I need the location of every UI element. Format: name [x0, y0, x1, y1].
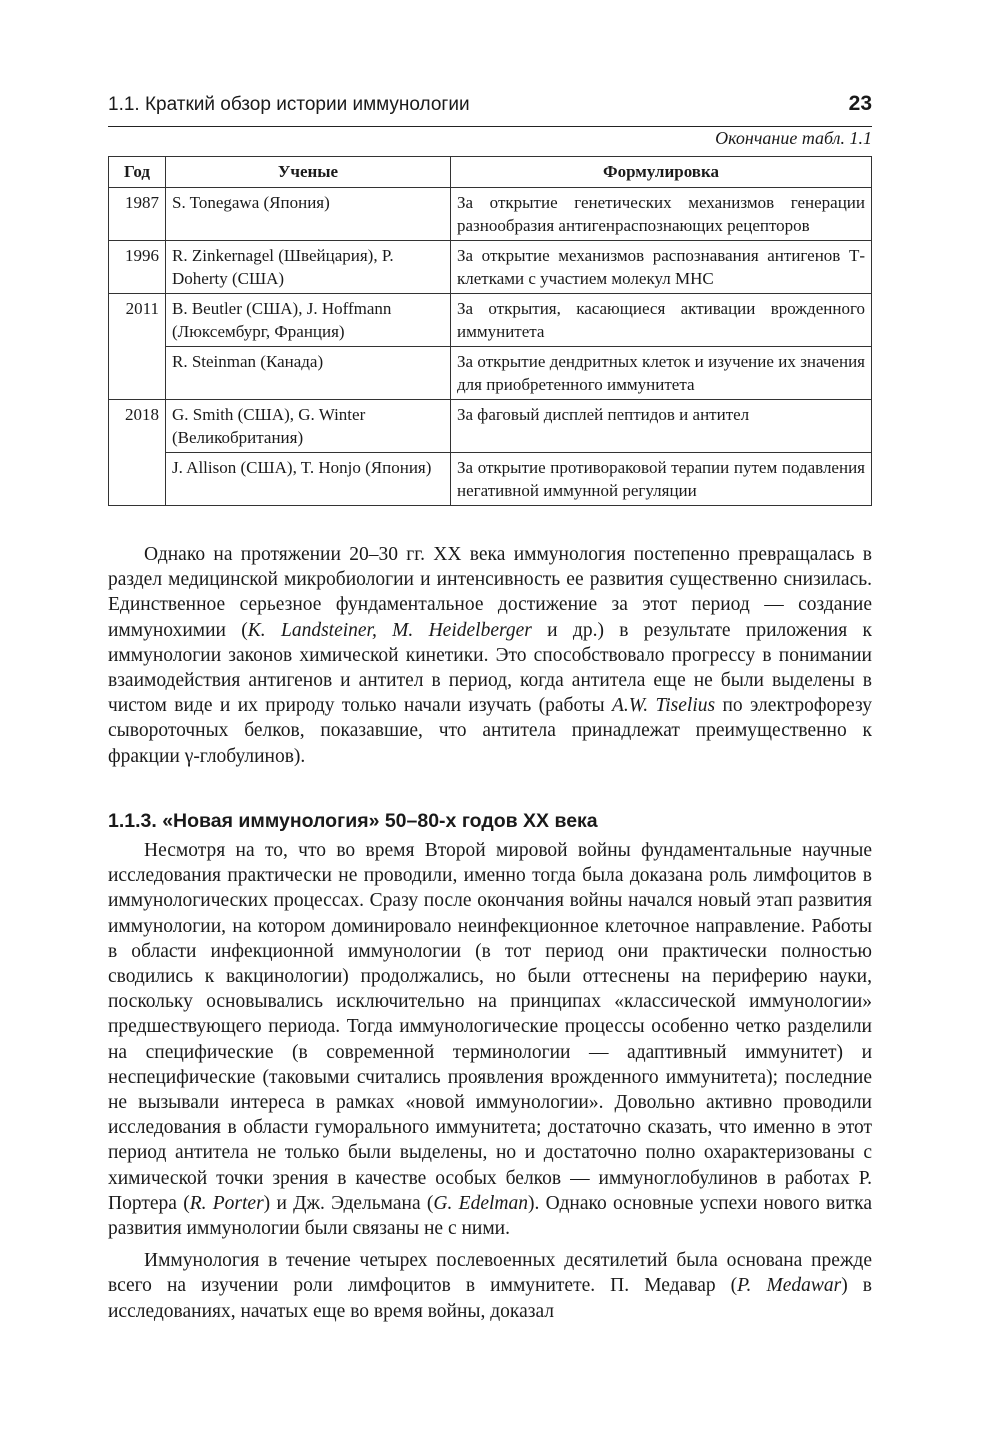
scientists-cell: G. Smith (США), G. Winter (Великобритания)	[166, 400, 451, 453]
scientists-cell: B. Beutler (США), J. Hoffmann (Люксембург, Франция)	[166, 294, 451, 347]
paragraph	[108, 838, 872, 1241]
scientists-cell: R. Zinkernagel (Швейцария), P. Doherty (США)	[166, 241, 451, 294]
table-row	[109, 241, 872, 294]
text-run: и др.) в результате приложения к иммунологии законов химической кинетики. Это способствовало прогрессу в понимании взаимодействия антигенов и антител в период, когда антитела еще не были выделены в чистом виде и их природу только начали изучать (работы	[108, 619, 872, 717]
text-run: ) в исследованиях, начатых еще во время войны, доказал	[108, 1275, 872, 1322]
scientists-cell: J. Allison (США), T. Honjo (Япония)	[166, 453, 451, 506]
formulation-cell: За открытия, касающиеся активации врожденного иммунитета	[451, 294, 872, 347]
column-header-scientists: Ученые	[166, 157, 451, 188]
year-cell: 2011	[109, 294, 166, 400]
chapter-title: 1.1. Краткий обзор истории иммунологии	[108, 94, 470, 115]
formulation-cell: За открытие механизмов распознавания антигенов Т-клетками с участием молекул МНС	[451, 241, 872, 294]
author-name: K. Landsteiner, M. Heidelberger	[247, 619, 532, 641]
formulation-cell: За открытие генетических механизмов генерации разнообразия антигенраспознающих рецепторов	[451, 188, 872, 241]
section-heading: 1.1.3. «Новая иммунология» 50–80-х годов XX века	[108, 810, 598, 832]
text-run: по электрофорезу сывороточных белков, показавшие, что антитела принадлежат преимущественно к фракции γ-глобулинов).	[108, 695, 872, 767]
author-name: G. Edelman	[433, 1192, 528, 1214]
formulation-cell: За открытие дендритных клеток и изучение их значения для приобретенного иммунитета	[451, 347, 872, 400]
table-row	[109, 188, 872, 241]
column-header-year: Год	[109, 157, 166, 188]
history-table	[108, 156, 872, 506]
scientists-cell: S. Tonegawa (Япония)	[166, 188, 451, 241]
paragraph-block-1	[108, 542, 872, 769]
table-row	[109, 347, 872, 400]
running-header	[108, 76, 872, 127]
year-cell: 1996	[109, 241, 166, 294]
text-run: Несмотря на то, что во время Второй мировой войны фундаментальные научные исследования практически не проводили, именно тогда была доказана роль лимфоцитов в иммунологических процессах. Сразу после окончания войны начался новый этап развития иммунологии, на котором доминировало неинфекционное клеточное направление. Работы в области инфекционной иммунологии (в тот период они практически полностью сводились к вакцинологии) продолжались, но были оттеснены на периферию науки, поскольку основывались исключительно на принципах «классической иммунологии» предшествующего периода. Тогда иммунологические процессы особенно четко разделили на специфические (в современной терминологии — адаптивный иммунитет) и неспецифические (таковыми считались проявления врожденного иммунитета); последние не вызывали интереса в рамках «новой иммунологии». Довольно активно проводили исследования в области гуморального иммунитета; достаточно сказать, что именно в этот период антитела не только были выделены, но и достаточно полно охарактеризованы с химической точки зрения в качестве особых белков — иммуноглобулинов в работах Р. Портера (	[108, 840, 872, 1214]
author-name: A.W. Tiselius	[611, 695, 716, 717]
formulation-cell: За фаговый дисплей пептидов и антител	[451, 400, 872, 453]
table-row	[109, 400, 872, 453]
scientists-cell: R. Steinman (Канада)	[166, 347, 451, 400]
year-cell: 1987	[109, 188, 166, 241]
paragraph-block-2	[108, 838, 872, 1324]
table-header-row	[109, 157, 872, 188]
text-run: ). Однако основные успехи нового витка развития иммунологии были связаны не с ними.	[108, 1192, 872, 1240]
column-header-formulation: Формулировка	[451, 157, 872, 188]
text-run: Однако на протяжении 20–30 гг. XX века иммунология постепенно превращалась в раздел медицинской микробиологии и интенсивность ее развития существенно снизилась. Единственное серьезное фундаментальное достижение за этот период — создание иммунохимии (	[108, 544, 872, 641]
formulation-cell: За открытие противораковой терапии путем подавления негативной иммунной регуляции	[451, 453, 872, 506]
page-number: 23	[848, 92, 872, 115]
author-name: R. Porter	[189, 1192, 264, 1214]
author-name: P. Medawar	[737, 1275, 842, 1297]
table-row	[109, 453, 872, 506]
text-run: Иммунология в течение четырех послевоенных десятилетий была основана прежде всего на изучении роли лимфоцитов в иммунитете. П. Медавар (	[108, 1250, 872, 1297]
table-row	[109, 294, 872, 347]
table-caption: Окончание табл. 1.1	[715, 128, 872, 148]
text-run: ) и Дж. Эдельмана (	[263, 1192, 434, 1214]
paragraph	[108, 542, 872, 769]
year-cell: 2018	[109, 400, 166, 506]
paragraph	[108, 1248, 872, 1324]
